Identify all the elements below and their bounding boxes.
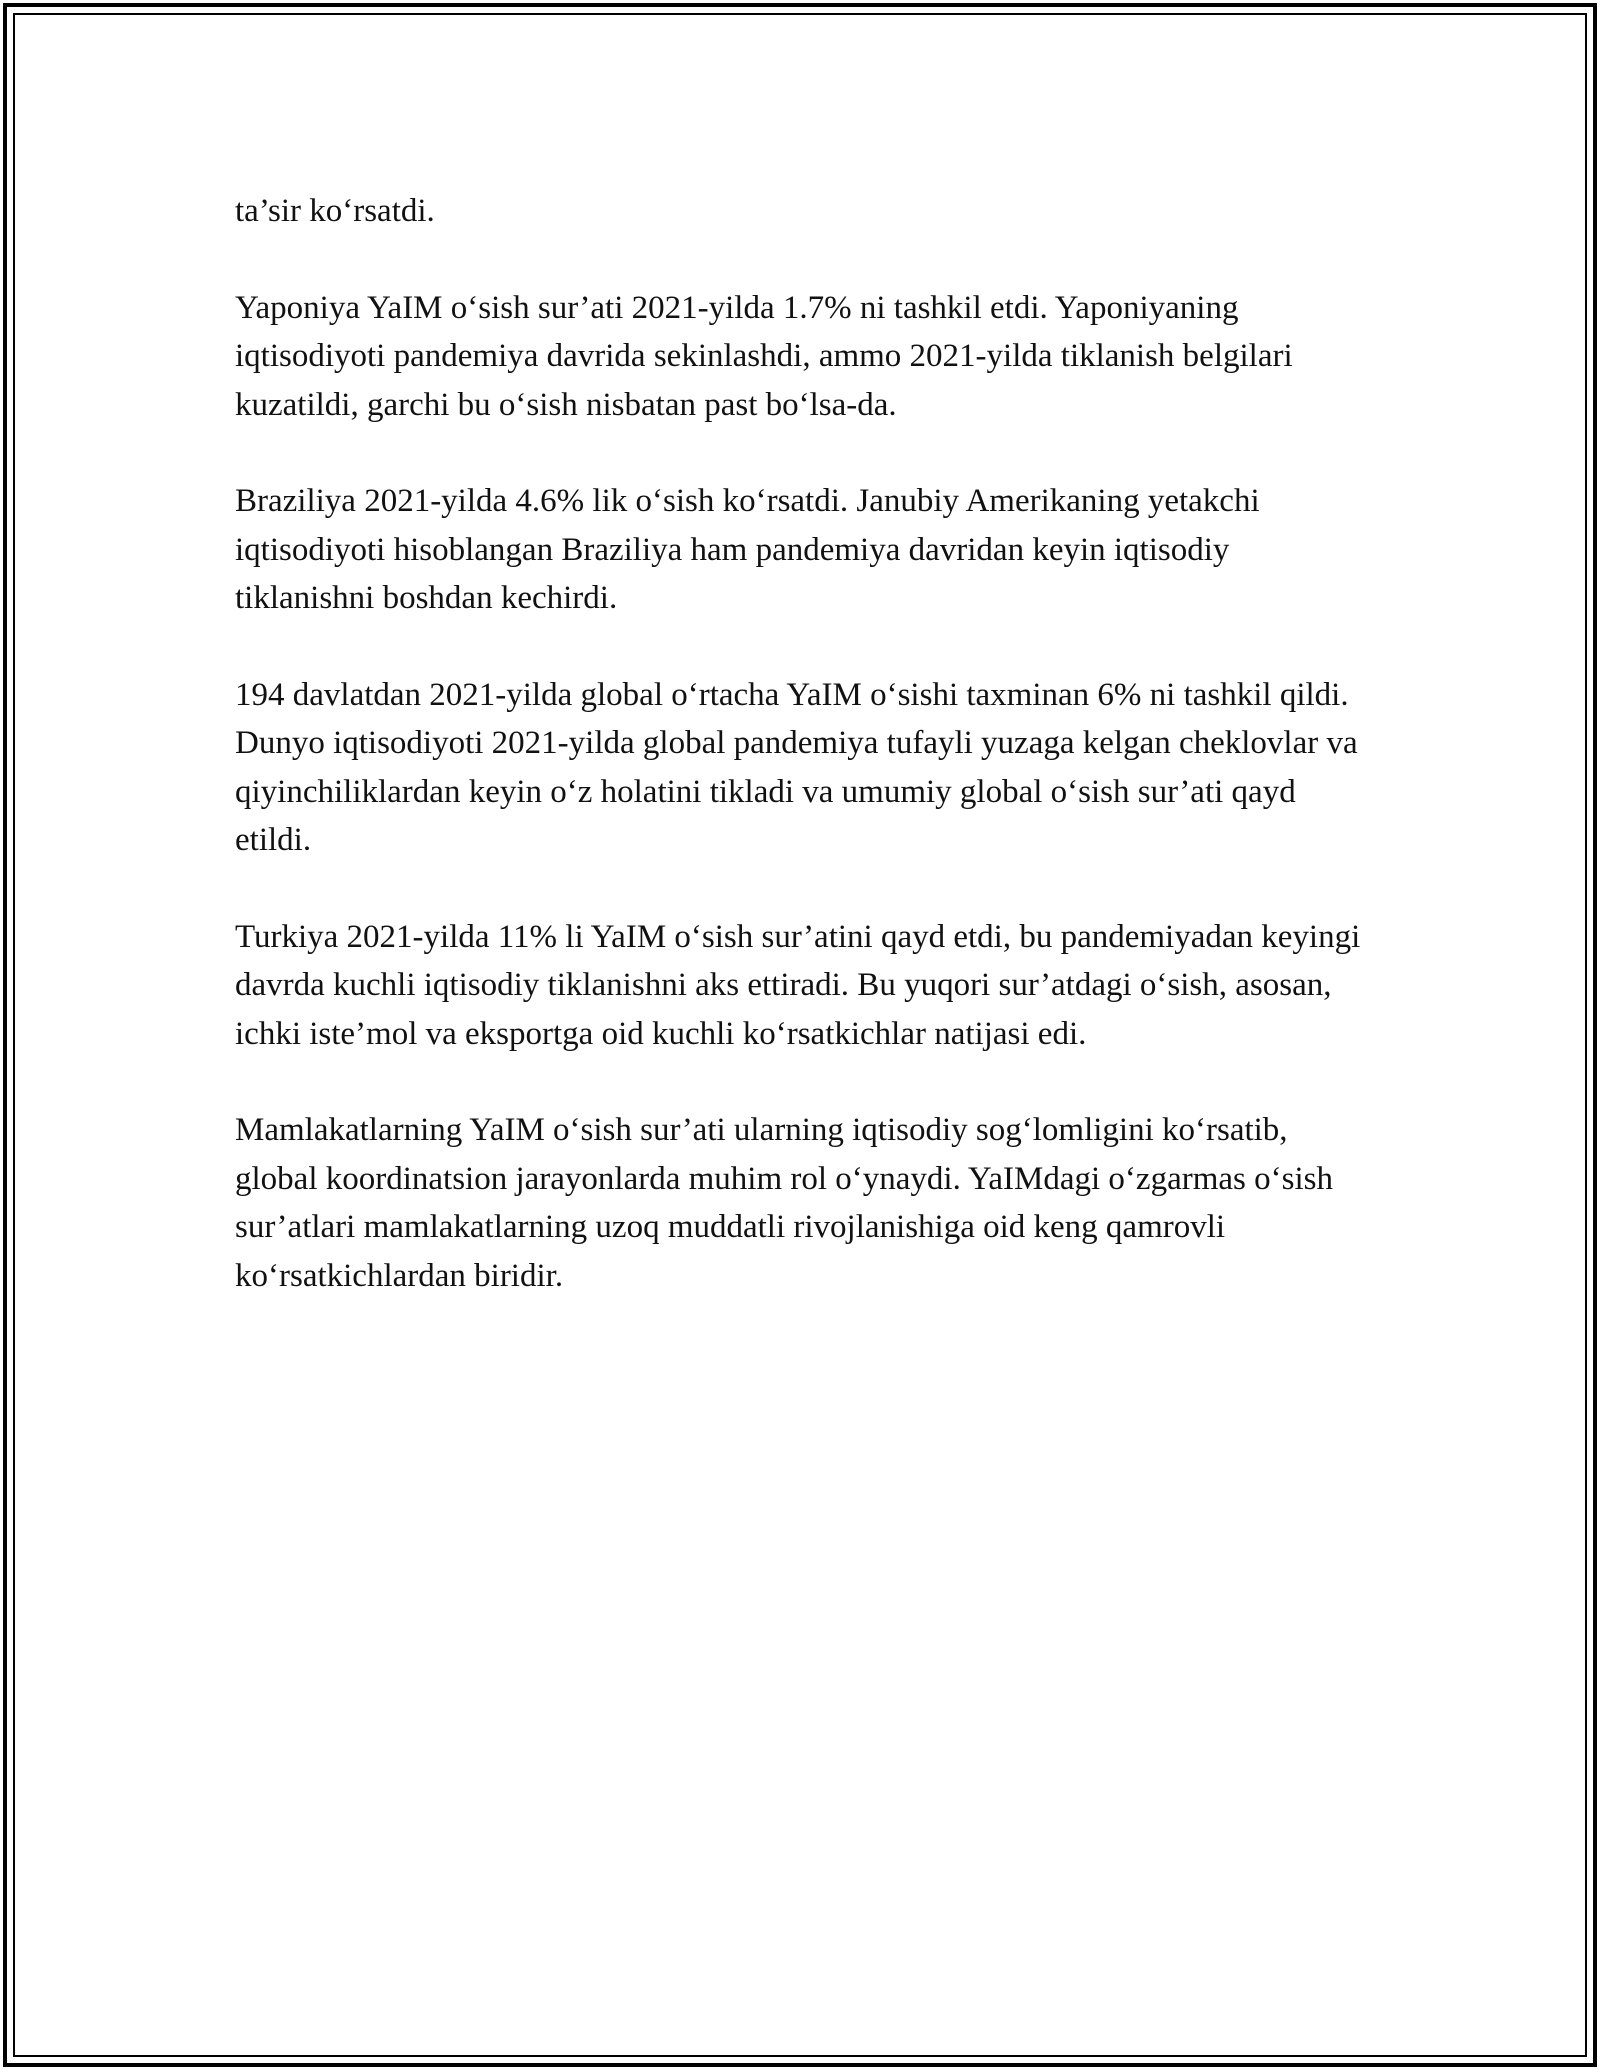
paragraph-turkey: Turkiya 2021-yilda 11% li YaIM o‘sish sur’atini qayd etdi, bu pandemiyadan keyingi davrda kuchli iqtisodiy tiklanishni aks ettiradi. Bu yuqori sur’atdagi o‘sish, asosan, ichki iste’mol va eksportga oid kuchli ko‘rsatkichlar natijasi edi. [235, 918, 1361, 1052]
paragraph-japan: Yaponiya YaIM o‘sish sur’ati 2021-yilda 1.7% ni tashkil etdi. Yaponiyaning iqtisodiyoti pandemiya davrida sekinlashdi, ammo 2021-yilda tiklanish belgilari kuzatildi, garchi bu o‘sish nisbatan past bo‘lsa-da. [235, 289, 1293, 423]
document-body [235, 187, 1375, 1348]
paragraph-brazil: Braziliya 2021-yilda 4.6% lik o‘sish ko‘rsatdi. Janubiy Amerikaning yetakchi iqtisodiyoti hisoblangan Braziliya ham pandemiya davridan keyin iqtisodiy tiklanishni boshdan kechirdi. [235, 483, 1260, 616]
paragraph-continuation: ta’sir ko‘rsatdi. [235, 193, 435, 229]
paragraph-global: 194 davlatdan 2021-yilda global o‘rtacha YaIM o‘sishi taxminan 6% ni tashkil qildi. Dunyo iqtisodiyoti 2021-yilda global pandemiya tufayli yuzaga kelgan cheklovlar va qiyinchiliklardan keyin o‘z holatini tikladi va umumiy global o‘sish sur’ati qayd etildi. [235, 676, 1358, 858]
paragraph-conclusion: Mamlakatlarning YaIM o‘sish sur’ati ularning iqtisodiy sog‘lomligini ko‘rsatib, global koordinatsion jarayonlarda muhim rol o‘ynaydi. YaIMdagi o‘zgarmas o‘sish sur’atlari mamlakatlarning uzoq muddatli rivojlanishiga oid keng qamrovli ko‘rsatkichlardan biridir. [235, 1112, 1333, 1294]
